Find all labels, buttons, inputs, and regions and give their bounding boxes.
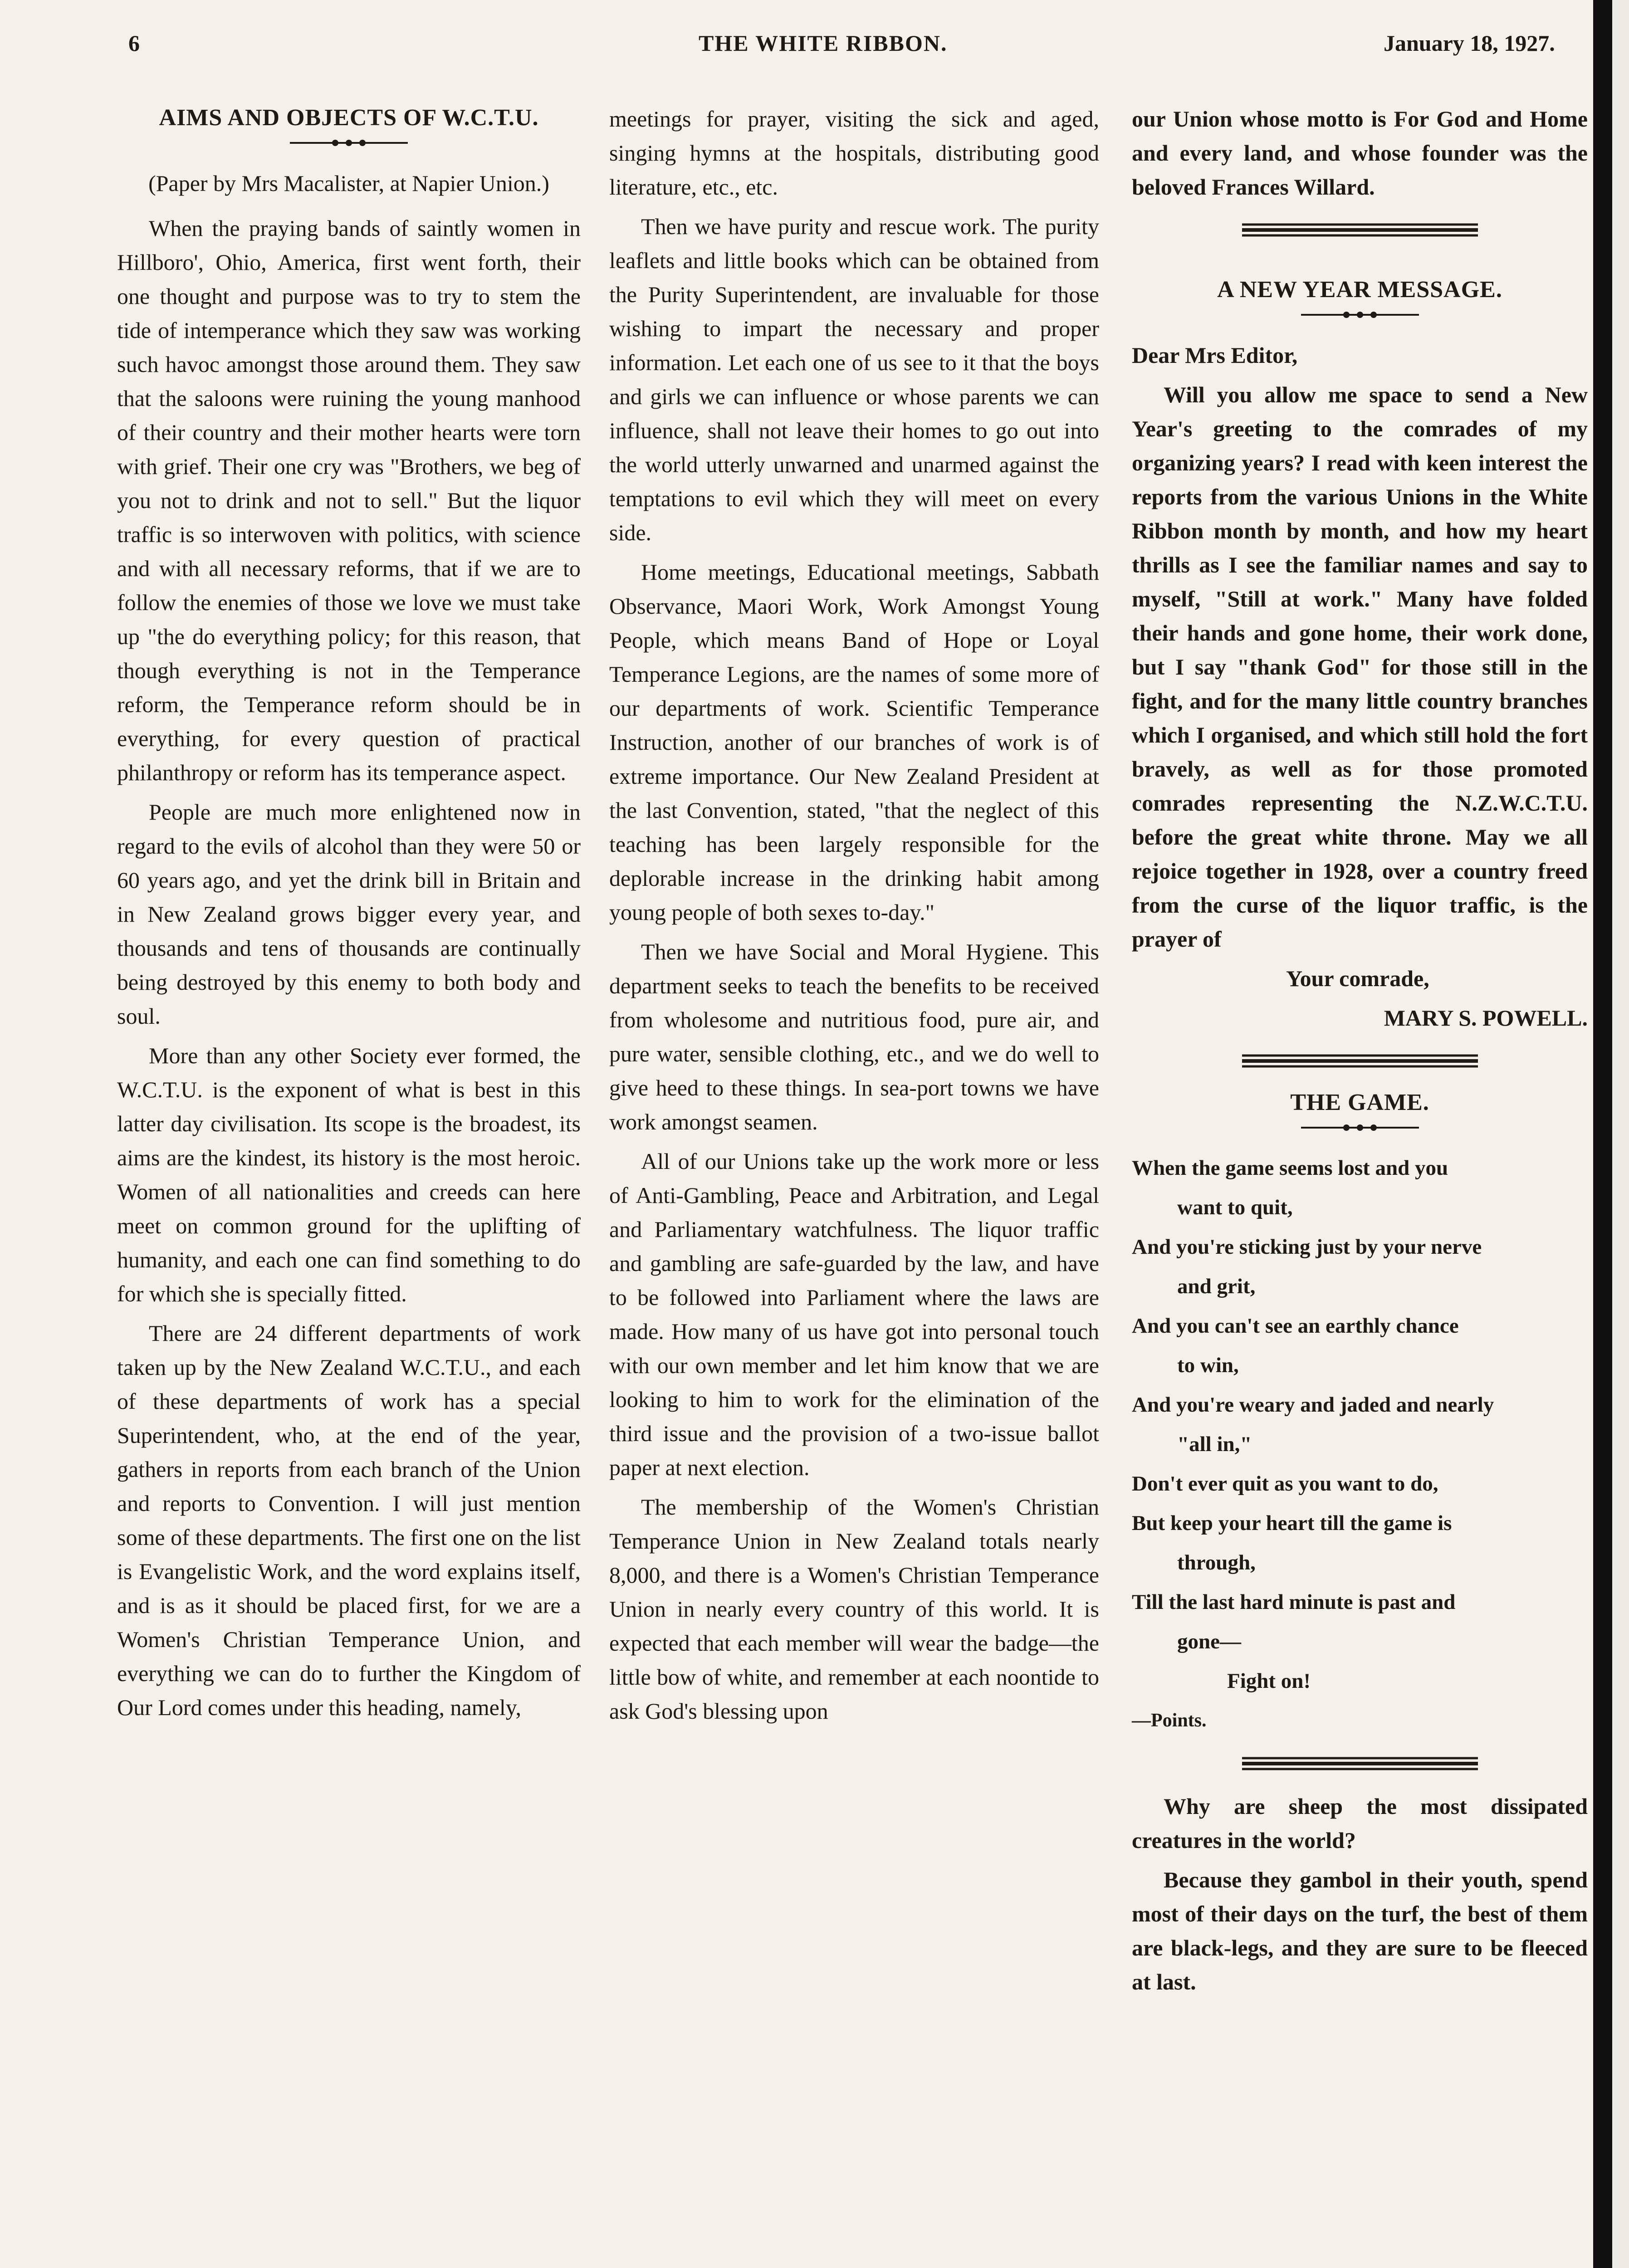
section-divider (1242, 1053, 1478, 1069)
paragraph: The membership of the Women's Christian Temperance Union in New Zealand totals nearly 8,000, and there is a Women's Christian Temperance Union in nearly every country of this world. It is expected that each member will wear the badge—the little bow of white, and remember at each noontide to ask God's blessing upon (609, 1494, 1099, 1724)
poem-line: "all in," (1177, 1432, 1252, 1456)
issue-date: January 18, 1927. (1384, 30, 1555, 56)
article-message-title: A NEW YEAR MESSAGE. (1217, 277, 1502, 303)
paragraph: meetings for prayer, visiting the sick and aged, singing hymns at the hospitals, distributing good literature, etc., etc. (609, 106, 1099, 200)
closing: Your comrade, (1286, 966, 1429, 991)
poem-line: Till the last hard minute is past and (1132, 1590, 1456, 1614)
poem-line: Don't ever quit as you want to do, (1132, 1472, 1438, 1496)
article-game-title: THE GAME. (1290, 1090, 1429, 1115)
page-edge-strip (1612, 0, 1629, 2268)
title-ornament (1301, 311, 1419, 318)
title-ornament (290, 139, 408, 147)
riddle-answer: Because they gambol in their youth, spend most of their days on the turf, the best of them are black-legs, and they are sure to be fleeced at last. (1132, 1867, 1588, 1994)
paragraph: There are 24 different departments of work taken up by the New Zealand W.C.T.U., and each of these departments of work has a special Superintendent, who, at the end of the year, gathers in reports from each branch of the Union and reports to Convention. I will just mention some of these departments. The first one on the list is Evangelistic Work, and the word explains itself, and is as it should be placed first, for we are a Women's Christian Temperance Union, and everything we can do to further the Kingdom of Our Lord comes under this heading, namely, (117, 1320, 581, 1720)
poem-line: When the game seems lost and you (1132, 1156, 1448, 1180)
poem-line: Fight on! (1227, 1669, 1311, 1693)
page-number: 6 (128, 30, 140, 56)
poem-line: And you can't see an earthly chance (1132, 1314, 1459, 1338)
poem-line: And you're sticking just by your nerve (1132, 1235, 1482, 1259)
column-2 (609, 102, 1099, 1728)
column-1 (117, 102, 581, 1725)
poem-line: But keep your heart till the game is (1132, 1511, 1452, 1535)
poem-line: through, (1177, 1551, 1256, 1574)
poem-line: want to quit, (1177, 1196, 1293, 1219)
signature: MARY S. POWELL. (1384, 1005, 1588, 1031)
paragraph: Home meetings, Educational meetings, Sabbath Observance, Maori Work, Work Amongst Young People, which means Band of Hope or Loyal Temperance Legions, are the names of some more of our departments of work. Scientific Temperance Instruction, another of our branches of work is of extreme importance. Our New Zealand President at the last Convention, stated, "that the neglect of this teaching has been largely responsible for the deplorable increase in the drinking habit among young people of both sexes to-day." (609, 559, 1099, 925)
publication-title: THE WHITE RIBBON. (699, 30, 948, 56)
paragraph: People are much more enlightened now in regard to the evils of alcohol than they were 50 or 60 years ago, and yet the drink bill in Britain and in New Zealand grows bigger every year, and thousands and tens of thousands are continually being destroyed by this enemy to both body and soul. (117, 799, 581, 1029)
paragraph: More than any other Society ever formed, the W.C.T.U. is the exponent of what is best in this latter day civilisation. Its scope is the broadest, its aims are the kindest, its history is the most heroic. Women of all nationalities and creeds can here meet on common ground for the uplifting of humanity, and each one can find something to do for which she is specially fitted. (117, 1043, 581, 1306)
riddle-question: Why are sheep the most dissipated creatures in the world? (1132, 1794, 1588, 1853)
paragraph: All of our Unions take up the work more or less of Anti-Gambling, Peace and Arbitration, and Legal and Parliamentary watchfulness. The liquor traffic and gambling are safe-guarded by the law, and have to be followed into Parliament where the laws are made. How many of us have got into personal touch with our own member and let him know that we are looking to him to work for the elimination of the third issue and the provision of a two-issue ballot paper at next election. (609, 1149, 1099, 1480)
section-divider (1242, 1756, 1478, 1771)
paragraph: Will you allow me space to send a New Year's greeting to the comrades of my organizing years? I read with keen interest the reports from the various Unions in the White Ribbon month by month, and how my heart thrills as I see the familiar names and say to myself, "Still at work." Many have folded their hands and gone home, their work done, but I say "thank God" for those still in the fight, and for the many little country branches which I organised, and which still hold the fort bravely, as well as for those promoted comrades representing the N.Z.W.C.T.U. before the great white throne. May we all rejoice together in 1928, over a country freed from the curse of the liquor traffic, is the prayer of (1132, 382, 1588, 952)
poem-line: gone— (1177, 1630, 1241, 1653)
poem-attribution: —Points. (1132, 1710, 1207, 1731)
paragraph: Then we have purity and rescue work. The purity leaflets and little books which can be obtained from the Purity Superintendent, are invaluable for those wishing to impart the necessary and proper information. Let each one of us see to it that the boys and girls we can influence or whose parents we can influence, shall not leave their homes to go out into the world utterly unwarned and unarmed against the temptations to evil which they will meet on every side. (609, 214, 1099, 545)
paragraph: Then we have Social and Moral Hygiene. This department seeks to teach the benefits to be received from wholesome and nutritious food, pure air, and pure water, sensible clothing, etc., and we do well to give heed to these things. In sea-port towns we have work amongst seamen. (609, 939, 1099, 1134)
article-aims-subtitle: (Paper by Mrs Macalister, at Napier Union.) (148, 171, 549, 196)
column-3 (1132, 102, 1588, 1999)
section-divider (1242, 222, 1478, 238)
poem-line: to win, (1177, 1354, 1239, 1377)
paragraph: our Union whose motto is For God and Home and every land, and whose founder was the beloved Frances Willard. (1132, 106, 1588, 200)
poem-line: And you're weary and jaded and nearly (1132, 1393, 1494, 1417)
poem-line: and grit, (1177, 1275, 1256, 1298)
article-aims-title: AIMS AND OBJECTS OF W.C.T.U. (159, 105, 539, 131)
salutation: Dear Mrs Editor, (1132, 342, 1298, 368)
page-edge-bar (1593, 0, 1612, 2268)
paragraph: When the praying bands of saintly women in Hillboro', Ohio, America, first went forth, their one thought and purpose was to try to stem the tide of intemperance which they saw was working such havoc amongst those around them. They saw that the saloons were ruining the young manhood of their country and their mother hearts were torn with grief. Their one cry was "Brothers, we beg of you not to drink and not to sell." But the liquor traffic is so interwoven with politics, with science and with all necessary reforms, that if we are to follow the enemies of those we love we must take up "the do everything policy; for this reason, that though everything is not in the Temperance reform, the Temperance reform should be in everything, for every question of practical philanthropy or reform has its temperance aspect. (117, 215, 581, 785)
title-ornament (1301, 1124, 1419, 1131)
poem (1132, 1151, 1588, 1738)
